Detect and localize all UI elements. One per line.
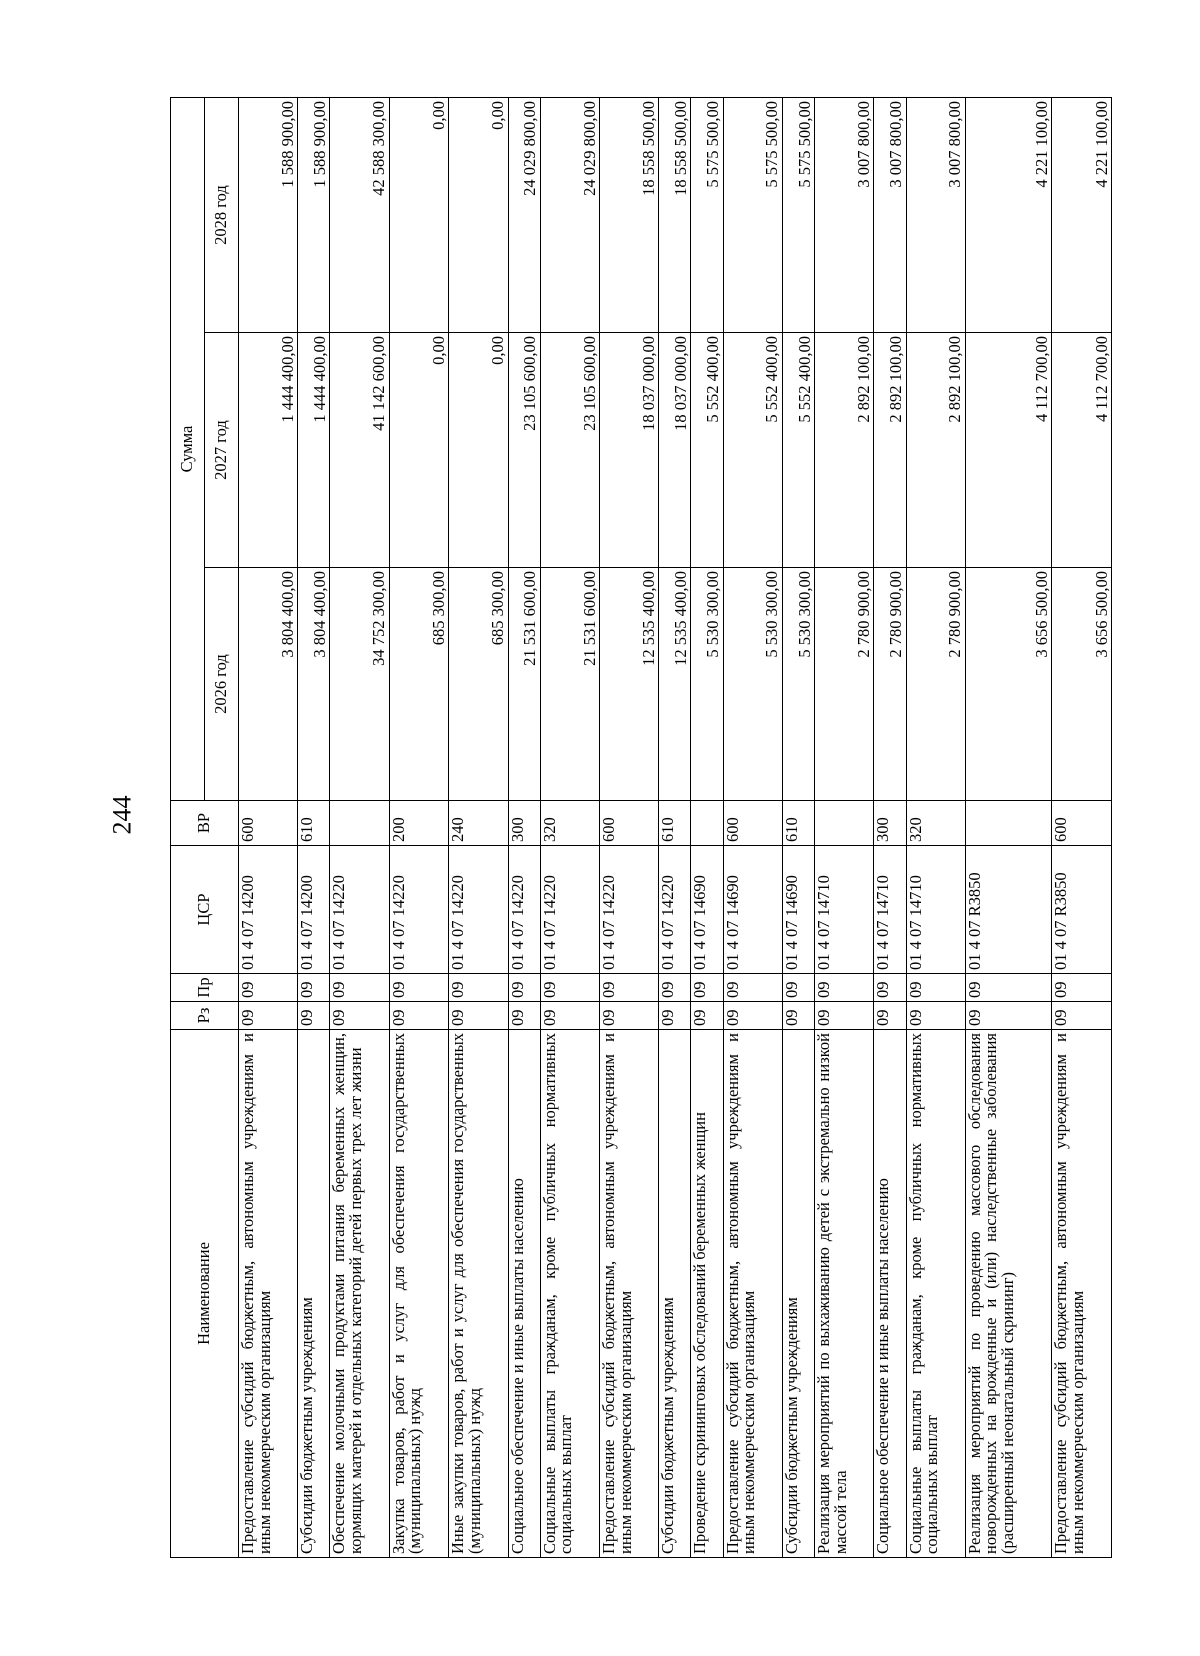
row-vr-cell: 300 (508, 801, 540, 846)
header-rz: Рз (171, 1002, 239, 1030)
row-csr-cell: 01 4 07 14200 (298, 846, 330, 974)
row-2027-cell: 41 142 600,00 (330, 333, 389, 568)
row-2026-cell: 5 530 300,00 (691, 568, 723, 801)
row-pr-cell: 09 (449, 974, 508, 1002)
row-2026-cell: 2 780 900,00 (874, 568, 906, 801)
row-vr-cell: 300 (874, 801, 906, 846)
header-csr: ЦСР (171, 846, 239, 974)
row-csr-cell: 01 4 07 14220 (540, 846, 599, 974)
row-2026-cell: 3 804 400,00 (298, 568, 330, 801)
row-2027-cell: 4 112 700,00 (965, 333, 1052, 568)
row-rz-cell: 09 (330, 1002, 389, 1030)
header-2026: 2026 год (205, 568, 239, 801)
row-csr-cell: 01 4 07 14710 (906, 846, 965, 974)
row-2027-cell: 4 112 700,00 (1052, 333, 1112, 568)
row-vr-cell: 610 (782, 801, 814, 846)
row-pr-cell: 09 (815, 974, 874, 1002)
row-2028-cell: 3 007 800,00 (906, 97, 965, 332)
row-rz-cell: 09 (906, 1002, 965, 1030)
row-2027-cell: 0,00 (449, 333, 508, 568)
row-rz-cell: 09 (965, 1002, 1052, 1030)
table-row (965, 97, 1052, 1557)
row-vr-cell (330, 801, 389, 846)
row-rz-cell: 09 (659, 1002, 691, 1030)
row-2026-cell: 3 656 500,00 (1052, 568, 1112, 801)
row-2028-cell: 24 029 800,00 (540, 97, 599, 332)
row-name-cell: Закупка товаров, работ и услуг для обеспечения государственных (муниципальных) нужд (389, 1030, 448, 1558)
rotated-page-content (170, 98, 1112, 1558)
row-name-cell: Предоставление субсидий бюджетным, автономным учреждениям и иным некоммерческим организациям (239, 1030, 298, 1558)
row-rz-cell: 09 (449, 1002, 508, 1030)
row-pr-cell: 09 (239, 974, 298, 1002)
row-pr-cell: 09 (659, 974, 691, 1002)
table-row (298, 97, 330, 1557)
row-rz-cell: 09 (298, 1002, 330, 1030)
table-row (723, 97, 782, 1557)
row-csr-cell: 01 4 07 14690 (723, 846, 782, 974)
row-2028-cell: 5 575 500,00 (782, 97, 814, 332)
row-2026-cell: 3 804 400,00 (239, 568, 298, 801)
row-vr-cell (691, 801, 723, 846)
row-pr-cell: 09 (906, 974, 965, 1002)
table-row (239, 97, 298, 1557)
row-name-cell: Субсидии бюджетным учреждениям (782, 1030, 814, 1558)
row-2028-cell: 1 588 900,00 (239, 97, 298, 332)
row-vr-cell: 320 (906, 801, 965, 846)
row-2028-cell: 3 007 800,00 (874, 97, 906, 332)
row-pr-cell: 09 (691, 974, 723, 1002)
row-vr-cell: 600 (239, 801, 298, 846)
table-row (508, 97, 540, 1557)
row-rz-cell: 09 (239, 1002, 298, 1030)
row-rz-cell: 09 (874, 1002, 906, 1030)
row-csr-cell: 01 4 07 R3850 (965, 846, 1052, 974)
row-2027-cell: 2 892 100,00 (815, 333, 874, 568)
row-name-cell: Социальное обеспечение и иные выплаты населению (508, 1030, 540, 1558)
row-name-cell: Социальное обеспечение и иные выплаты населению (874, 1030, 906, 1558)
row-csr-cell: 01 4 07 14220 (389, 846, 448, 974)
row-2027-cell: 1 444 400,00 (239, 333, 298, 568)
row-pr-cell: 09 (540, 974, 599, 1002)
row-vr-cell (965, 801, 1052, 846)
row-vr-cell: 610 (659, 801, 691, 846)
row-2027-cell: 5 552 400,00 (691, 333, 723, 568)
row-rz-cell: 09 (815, 1002, 874, 1030)
table-row (815, 97, 874, 1557)
row-2028-cell: 18 558 500,00 (600, 97, 659, 332)
table-body (239, 97, 1112, 1557)
row-2027-cell: 5 552 400,00 (723, 333, 782, 568)
row-2026-cell: 2 780 900,00 (815, 568, 874, 801)
row-name-cell: Иные закупки товаров, работ и услуг для обеспечения государственных (муниципальных) нужд (449, 1030, 508, 1558)
row-2026-cell: 5 530 300,00 (723, 568, 782, 801)
row-2026-cell: 34 752 300,00 (330, 568, 389, 801)
table-row (1052, 97, 1112, 1557)
table-row (540, 97, 599, 1557)
row-csr-cell: 01 4 07 14200 (239, 846, 298, 974)
row-vr-cell: 610 (298, 801, 330, 846)
row-pr-cell: 09 (1052, 974, 1112, 1002)
row-2028-cell: 18 558 500,00 (659, 97, 691, 332)
budget-table (170, 97, 1112, 1558)
row-2026-cell: 21 531 600,00 (508, 568, 540, 801)
row-name-cell: Обеспечение молочными продуктами питания беременных женщин, кормящих матерей и отдельных категорий детей первых трех лет жизни (330, 1030, 389, 1558)
row-2027-cell: 0,00 (389, 333, 448, 568)
row-vr-cell: 320 (540, 801, 599, 846)
row-2027-cell: 1 444 400,00 (298, 333, 330, 568)
row-2027-cell: 5 552 400,00 (782, 333, 814, 568)
row-2027-cell: 18 037 000,00 (600, 333, 659, 568)
row-pr-cell: 09 (330, 974, 389, 1002)
row-vr-cell: 600 (1052, 801, 1112, 846)
row-pr-cell: 09 (508, 974, 540, 1002)
row-2026-cell: 685 300,00 (449, 568, 508, 801)
row-csr-cell: 01 4 07 R3850 (1052, 846, 1112, 974)
table-row (874, 97, 906, 1557)
header-2027: 2027 год (205, 333, 239, 568)
row-vr-cell: 240 (449, 801, 508, 846)
row-name-cell: Предоставление субсидий бюджетным, автономным учреждениям и иным некоммерческим организациям (600, 1030, 659, 1558)
row-csr-cell: 01 4 07 14220 (600, 846, 659, 974)
row-name-cell: Субсидии бюджетным учреждениям (659, 1030, 691, 1558)
table-row (330, 97, 389, 1557)
row-rz-cell: 09 (389, 1002, 448, 1030)
header-name: Наименование (171, 1030, 239, 1558)
row-csr-cell: 01 4 07 14220 (508, 846, 540, 974)
row-2026-cell: 12 535 400,00 (600, 568, 659, 801)
row-vr-cell: 600 (600, 801, 659, 846)
row-2027-cell: 23 105 600,00 (508, 333, 540, 568)
table-row (659, 97, 691, 1557)
row-pr-cell: 09 (965, 974, 1052, 1002)
row-rz-cell: 09 (1052, 1002, 1112, 1030)
row-pr-cell: 09 (600, 974, 659, 1002)
row-2028-cell: 0,00 (389, 97, 448, 332)
row-2028-cell: 42 588 300,00 (330, 97, 389, 332)
row-2028-cell: 1 588 900,00 (298, 97, 330, 332)
header-2028: 2028 год (205, 97, 239, 332)
row-vr-cell: 200 (389, 801, 448, 846)
header-pr: Пр (171, 974, 239, 1002)
row-csr-cell: 01 4 07 14710 (815, 846, 874, 974)
row-2028-cell: 3 007 800,00 (815, 97, 874, 332)
row-rz-cell: 09 (600, 1002, 659, 1030)
row-name-cell: Проведение скрининговых обследований беременных женщин (691, 1030, 723, 1558)
row-rz-cell: 09 (723, 1002, 782, 1030)
row-pr-cell: 09 (298, 974, 330, 1002)
row-2027-cell: 2 892 100,00 (906, 333, 965, 568)
row-vr-cell: 600 (723, 801, 782, 846)
table-row (600, 97, 659, 1557)
row-2027-cell: 23 105 600,00 (540, 333, 599, 568)
row-name-cell: Социальные выплаты гражданам, кроме публичных нормативных социальных выплат (906, 1030, 965, 1558)
table-header (171, 97, 239, 1557)
header-vr: ВР (171, 801, 239, 846)
row-name-cell: Реализация мероприятий по проведению массового обследования новорожденных на врожденные и (или) наследственные заболевания (расширенный неонатальный скрининг) (965, 1030, 1052, 1558)
page-number: 244 (107, 795, 137, 835)
row-name-cell: Предоставление субсидий бюджетным, автономным учреждениям и иным некоммерческим организациям (723, 1030, 782, 1558)
row-name-cell: Реализация мероприятий по выхаживанию детей с экстремально низкой массой тела (815, 1030, 874, 1558)
row-2028-cell: 4 221 100,00 (965, 97, 1052, 332)
row-2028-cell: 4 221 100,00 (1052, 97, 1112, 332)
row-csr-cell: 01 4 07 14690 (782, 846, 814, 974)
row-csr-cell: 01 4 07 14710 (874, 846, 906, 974)
row-csr-cell: 01 4 07 14220 (659, 846, 691, 974)
row-2027-cell: 18 037 000,00 (659, 333, 691, 568)
row-2026-cell: 3 656 500,00 (965, 568, 1052, 801)
row-name-cell: Субсидии бюджетным учреждениям (298, 1030, 330, 1558)
row-vr-cell (815, 801, 874, 846)
row-rz-cell: 09 (508, 1002, 540, 1030)
row-2026-cell: 2 780 900,00 (906, 568, 965, 801)
row-rz-cell: 09 (540, 1002, 599, 1030)
table-row (782, 97, 814, 1557)
row-2028-cell: 5 575 500,00 (691, 97, 723, 332)
row-pr-cell: 09 (782, 974, 814, 1002)
row-2028-cell: 0,00 (449, 97, 508, 332)
row-2028-cell: 24 029 800,00 (508, 97, 540, 332)
row-pr-cell: 09 (723, 974, 782, 1002)
table-row (449, 97, 508, 1557)
table-row (691, 97, 723, 1557)
row-csr-cell: 01 4 07 14690 (691, 846, 723, 974)
row-pr-cell: 09 (874, 974, 906, 1002)
row-2028-cell: 5 575 500,00 (723, 97, 782, 332)
row-pr-cell: 09 (389, 974, 448, 1002)
row-rz-cell: 09 (782, 1002, 814, 1030)
row-csr-cell: 01 4 07 14220 (330, 846, 389, 974)
table-row (389, 97, 448, 1557)
row-rz-cell: 09 (691, 1002, 723, 1030)
row-2027-cell: 2 892 100,00 (874, 333, 906, 568)
row-name-cell: Предоставление субсидий бюджетным, автономным учреждениям и иным некоммерческим организациям (1052, 1030, 1112, 1558)
row-2026-cell: 5 530 300,00 (782, 568, 814, 801)
row-2026-cell: 21 531 600,00 (540, 568, 599, 801)
row-csr-cell: 01 4 07 14220 (449, 846, 508, 974)
row-name-cell: Социальные выплаты гражданам, кроме публичных нормативных социальных выплат (540, 1030, 599, 1558)
table-row (906, 97, 965, 1557)
header-sum: Сумма (171, 97, 205, 800)
row-2026-cell: 12 535 400,00 (659, 568, 691, 801)
row-2026-cell: 685 300,00 (389, 568, 448, 801)
